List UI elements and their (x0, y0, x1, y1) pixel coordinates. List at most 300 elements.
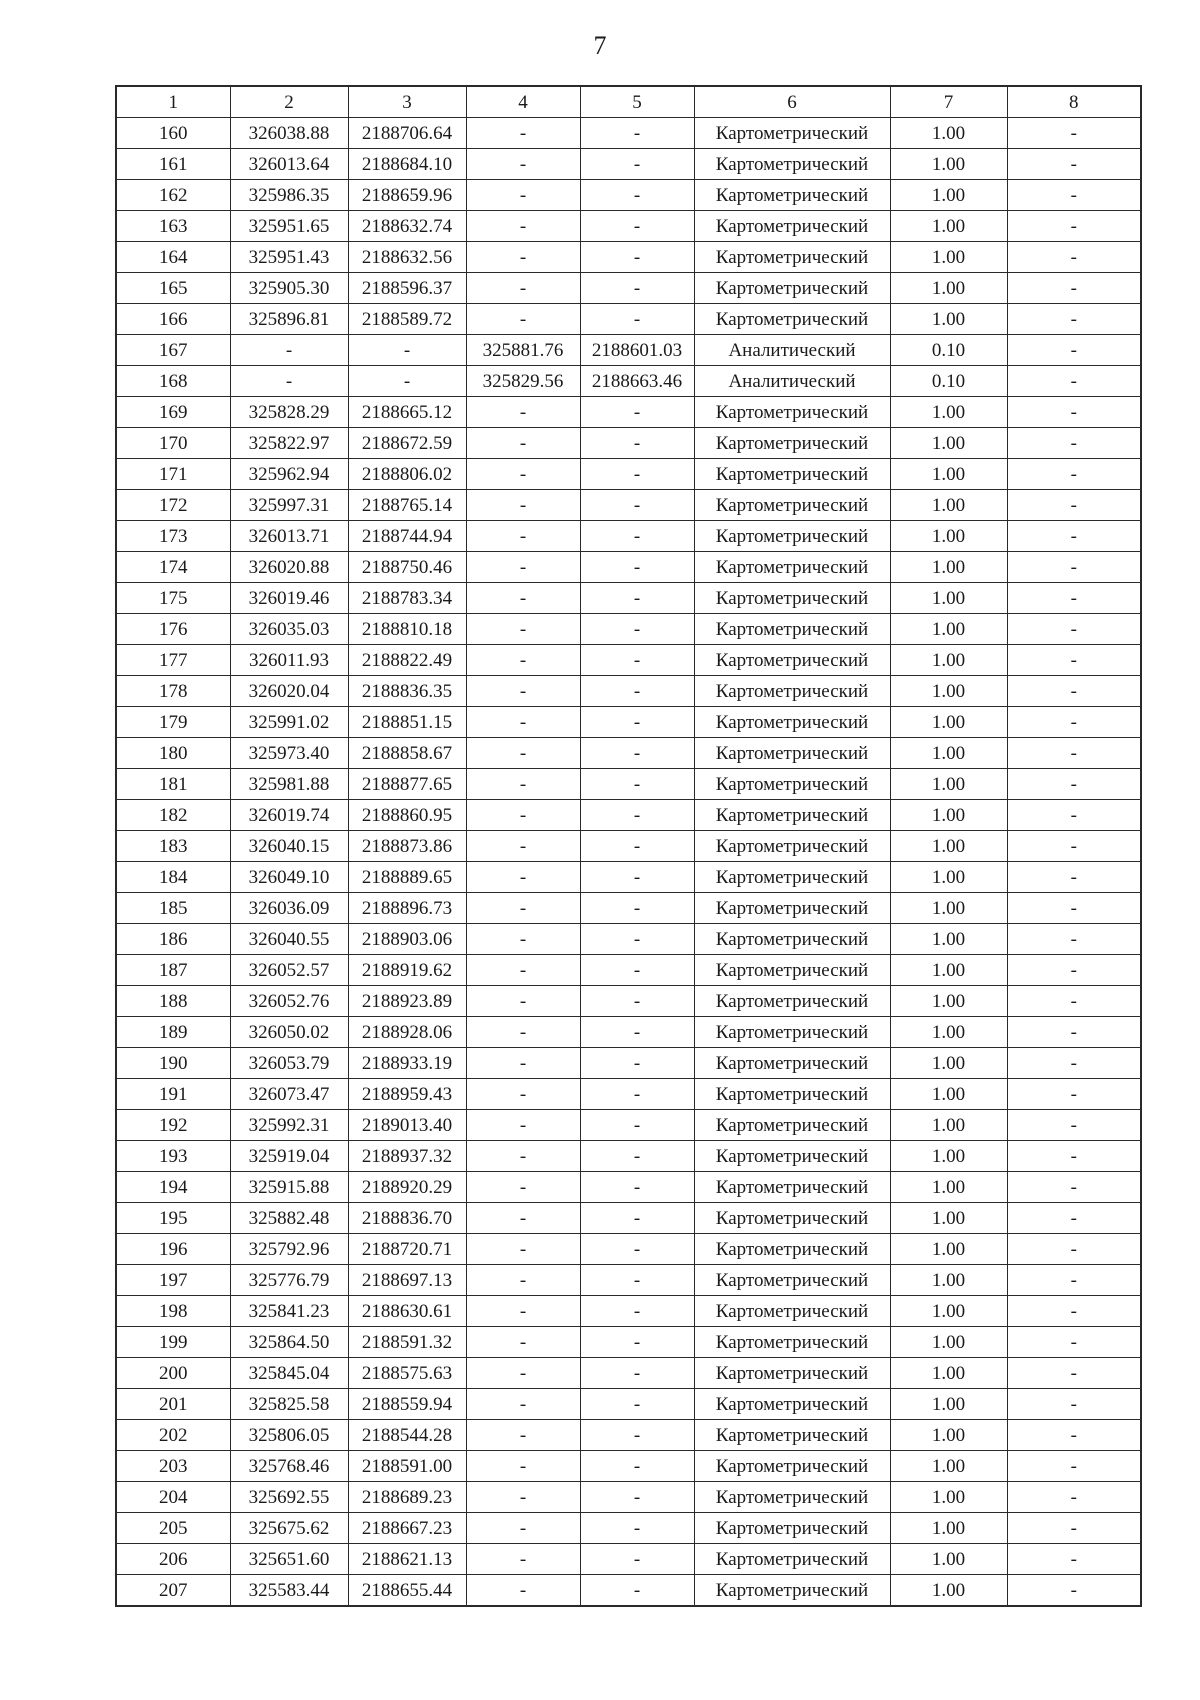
y-new-coordinate-cell: - (580, 428, 694, 459)
accuracy-cell: 1.00 (890, 986, 1007, 1017)
method-cell: Картометрический (694, 149, 890, 180)
y-new-coordinate-cell: 2188601.03 (580, 335, 694, 366)
accuracy-cell: 1.00 (890, 1172, 1007, 1203)
table-row (116, 676, 1141, 707)
y-coordinate-cell: 2188630.61 (348, 1296, 466, 1327)
y-new-coordinate-cell: - (580, 552, 694, 583)
x-coordinate-cell: 325675.62 (230, 1513, 348, 1544)
method-cell: Картометрический (694, 769, 890, 800)
note-cell: - (1007, 1017, 1141, 1048)
x-new-coordinate-cell: - (466, 490, 580, 521)
note-cell: - (1007, 304, 1141, 335)
accuracy-cell: 1.00 (890, 521, 1007, 552)
table-row (116, 738, 1141, 769)
point-number-cell: 163 (116, 211, 230, 242)
y-new-coordinate-cell: - (580, 583, 694, 614)
accuracy-cell: 1.00 (890, 893, 1007, 924)
x-new-coordinate-cell: - (466, 428, 580, 459)
method-cell: Картометрический (694, 1327, 890, 1358)
y-coordinate-cell: 2188873.86 (348, 831, 466, 862)
accuracy-cell: 1.00 (890, 1110, 1007, 1141)
table-row (116, 1513, 1141, 1544)
y-new-coordinate-cell: - (580, 180, 694, 211)
x-coordinate-cell: 325792.96 (230, 1234, 348, 1265)
point-number-cell: 185 (116, 893, 230, 924)
y-coordinate-cell: 2188655.44 (348, 1575, 466, 1607)
method-cell: Картометрический (694, 521, 890, 552)
point-number-cell: 193 (116, 1141, 230, 1172)
y-coordinate-cell: - (348, 335, 466, 366)
accuracy-cell: 1.00 (890, 1544, 1007, 1575)
point-number-cell: 167 (116, 335, 230, 366)
x-new-coordinate-cell: - (466, 645, 580, 676)
x-new-coordinate-cell: - (466, 1172, 580, 1203)
accuracy-cell: 1.00 (890, 1017, 1007, 1048)
x-new-coordinate-cell: - (466, 304, 580, 335)
method-cell: Картометрический (694, 1575, 890, 1607)
note-cell: - (1007, 831, 1141, 862)
note-cell: - (1007, 552, 1141, 583)
point-number-cell: 174 (116, 552, 230, 583)
y-coordinate-cell: 2188858.67 (348, 738, 466, 769)
y-new-coordinate-cell: - (580, 955, 694, 986)
point-number-cell: 183 (116, 831, 230, 862)
point-number-cell: 178 (116, 676, 230, 707)
note-cell: - (1007, 1420, 1141, 1451)
y-coordinate-cell: 2188889.65 (348, 862, 466, 893)
note-cell: - (1007, 800, 1141, 831)
table-row (116, 1358, 1141, 1389)
accuracy-cell: 1.00 (890, 645, 1007, 676)
accuracy-cell: 1.00 (890, 428, 1007, 459)
y-new-coordinate-cell: - (580, 242, 694, 273)
accuracy-cell: 0.10 (890, 366, 1007, 397)
x-coordinate-cell: 325864.50 (230, 1327, 348, 1358)
x-new-coordinate-cell: - (466, 1048, 580, 1079)
table-row (116, 459, 1141, 490)
y-new-coordinate-cell: - (580, 1544, 694, 1575)
y-new-coordinate-cell: 2188663.46 (580, 366, 694, 397)
x-coordinate-cell: - (230, 366, 348, 397)
x-new-coordinate-cell: - (466, 1451, 580, 1482)
note-cell: - (1007, 1327, 1141, 1358)
x-new-coordinate-cell: - (466, 614, 580, 645)
y-new-coordinate-cell: - (580, 459, 694, 490)
table-row (116, 180, 1141, 211)
accuracy-cell: 1.00 (890, 1358, 1007, 1389)
y-coordinate-cell: 2188959.43 (348, 1079, 466, 1110)
x-new-coordinate-cell: - (466, 273, 580, 304)
y-new-coordinate-cell: - (580, 614, 694, 645)
y-new-coordinate-cell: - (580, 1327, 694, 1358)
point-number-cell: 176 (116, 614, 230, 645)
method-cell: Картометрический (694, 1389, 890, 1420)
point-number-cell: 172 (116, 490, 230, 521)
y-coordinate-cell: 2188836.35 (348, 676, 466, 707)
x-coordinate-cell: 326038.88 (230, 118, 348, 149)
accuracy-cell: 1.00 (890, 676, 1007, 707)
y-new-coordinate-cell: - (580, 521, 694, 552)
header-row (116, 86, 1141, 118)
x-coordinate-cell: 325986.35 (230, 180, 348, 211)
y-coordinate-cell: 2189013.40 (348, 1110, 466, 1141)
method-cell: Картометрический (694, 1048, 890, 1079)
y-new-coordinate-cell: - (580, 893, 694, 924)
accuracy-cell: 1.00 (890, 149, 1007, 180)
x-new-coordinate-cell: - (466, 1203, 580, 1234)
y-coordinate-cell: 2188659.96 (348, 180, 466, 211)
point-number-cell: 182 (116, 800, 230, 831)
method-cell: Картометрический (694, 180, 890, 211)
x-new-coordinate-cell: - (466, 1141, 580, 1172)
y-new-coordinate-cell: - (580, 986, 694, 1017)
point-number-cell: 188 (116, 986, 230, 1017)
point-number-cell: 169 (116, 397, 230, 428)
method-cell: Картометрический (694, 118, 890, 149)
table-row (116, 893, 1141, 924)
accuracy-cell: 1.00 (890, 583, 1007, 614)
accuracy-cell: 1.00 (890, 800, 1007, 831)
x-coordinate-cell: 325919.04 (230, 1141, 348, 1172)
point-number-cell: 205 (116, 1513, 230, 1544)
y-new-coordinate-cell: - (580, 211, 694, 242)
note-cell: - (1007, 1203, 1141, 1234)
method-cell: Картометрический (694, 676, 890, 707)
x-new-coordinate-cell: - (466, 211, 580, 242)
method-cell: Картометрический (694, 614, 890, 645)
table-row (116, 831, 1141, 862)
method-cell: Картометрический (694, 1513, 890, 1544)
point-number-cell: 181 (116, 769, 230, 800)
y-new-coordinate-cell: - (580, 1172, 694, 1203)
x-new-coordinate-cell: - (466, 1420, 580, 1451)
method-cell: Картометрический (694, 459, 890, 490)
x-coordinate-cell: 325882.48 (230, 1203, 348, 1234)
x-new-coordinate-cell: 325881.76 (466, 335, 580, 366)
column-header-2: 2 (230, 86, 348, 118)
point-number-cell: 204 (116, 1482, 230, 1513)
point-number-cell: 186 (116, 924, 230, 955)
x-coordinate-cell: 325951.65 (230, 211, 348, 242)
note-cell: - (1007, 1513, 1141, 1544)
x-new-coordinate-cell: - (466, 1327, 580, 1358)
method-cell: Картометрический (694, 986, 890, 1017)
x-coordinate-cell: 325905.30 (230, 273, 348, 304)
accuracy-cell: 1.00 (890, 304, 1007, 335)
method-cell: Картометрический (694, 242, 890, 273)
note-cell: - (1007, 366, 1141, 397)
method-cell: Картометрический (694, 862, 890, 893)
x-new-coordinate-cell: 325829.56 (466, 366, 580, 397)
table-header (116, 86, 1141, 118)
y-new-coordinate-cell: - (580, 862, 694, 893)
y-coordinate-cell: 2188806.02 (348, 459, 466, 490)
table-row (116, 490, 1141, 521)
point-number-cell: 192 (116, 1110, 230, 1141)
table-row (116, 614, 1141, 645)
y-coordinate-cell: 2188689.23 (348, 1482, 466, 1513)
y-new-coordinate-cell: - (580, 118, 694, 149)
point-number-cell: 173 (116, 521, 230, 552)
accuracy-cell: 1.00 (890, 1420, 1007, 1451)
note-cell: - (1007, 242, 1141, 273)
note-cell: - (1007, 676, 1141, 707)
table-row (116, 397, 1141, 428)
y-coordinate-cell: 2188765.14 (348, 490, 466, 521)
note-cell: - (1007, 180, 1141, 211)
accuracy-cell: 1.00 (890, 769, 1007, 800)
method-cell: Картометрический (694, 1079, 890, 1110)
note-cell: - (1007, 645, 1141, 676)
table-row (116, 366, 1141, 397)
note-cell: - (1007, 1451, 1141, 1482)
accuracy-cell: 1.00 (890, 1575, 1007, 1607)
point-number-cell: 162 (116, 180, 230, 211)
accuracy-cell: 1.00 (890, 862, 1007, 893)
table-row (116, 552, 1141, 583)
accuracy-cell: 1.00 (890, 273, 1007, 304)
y-coordinate-cell: 2188836.70 (348, 1203, 466, 1234)
x-new-coordinate-cell: - (466, 924, 580, 955)
accuracy-cell: 1.00 (890, 490, 1007, 521)
note-cell: - (1007, 428, 1141, 459)
accuracy-cell: 0.10 (890, 335, 1007, 366)
y-coordinate-cell: 2188860.95 (348, 800, 466, 831)
note-cell: - (1007, 1265, 1141, 1296)
y-new-coordinate-cell: - (580, 1048, 694, 1079)
note-cell: - (1007, 893, 1141, 924)
table-row (116, 1079, 1141, 1110)
x-coordinate-cell: 326040.15 (230, 831, 348, 862)
y-coordinate-cell: 2188621.13 (348, 1544, 466, 1575)
y-coordinate-cell: 2188750.46 (348, 552, 466, 583)
y-new-coordinate-cell: - (580, 1110, 694, 1141)
y-new-coordinate-cell: - (580, 149, 694, 180)
method-cell: Картометрический (694, 955, 890, 986)
table-row (116, 1389, 1141, 1420)
y-coordinate-cell: 2188851.15 (348, 707, 466, 738)
x-coordinate-cell: 326073.47 (230, 1079, 348, 1110)
table-row (116, 862, 1141, 893)
x-coordinate-cell: 325845.04 (230, 1358, 348, 1389)
y-new-coordinate-cell: - (580, 304, 694, 335)
y-coordinate-cell: 2188632.74 (348, 211, 466, 242)
note-cell: - (1007, 273, 1141, 304)
table-body (116, 118, 1141, 1607)
table-row (116, 1017, 1141, 1048)
method-cell: Картометрический (694, 1451, 890, 1482)
point-number-cell: 190 (116, 1048, 230, 1079)
point-number-cell: 197 (116, 1265, 230, 1296)
method-cell: Картометрический (694, 1234, 890, 1265)
y-coordinate-cell: 2188665.12 (348, 397, 466, 428)
method-cell: Картометрический (694, 428, 890, 459)
accuracy-cell: 1.00 (890, 1141, 1007, 1172)
x-coordinate-cell: 326019.74 (230, 800, 348, 831)
x-new-coordinate-cell: - (466, 242, 580, 273)
y-new-coordinate-cell: - (580, 1358, 694, 1389)
table-row (116, 1482, 1141, 1513)
y-coordinate-cell: 2188591.32 (348, 1327, 466, 1358)
x-new-coordinate-cell: - (466, 1482, 580, 1513)
x-coordinate-cell: 326011.93 (230, 645, 348, 676)
accuracy-cell: 1.00 (890, 1203, 1007, 1234)
point-number-cell: 206 (116, 1544, 230, 1575)
accuracy-cell: 1.00 (890, 211, 1007, 242)
column-header-1: 1 (116, 86, 230, 118)
accuracy-cell: 1.00 (890, 831, 1007, 862)
x-coordinate-cell: 325896.81 (230, 304, 348, 335)
column-header-6: 6 (694, 86, 890, 118)
point-number-cell: 207 (116, 1575, 230, 1607)
y-coordinate-cell: 2188744.94 (348, 521, 466, 552)
point-number-cell: 170 (116, 428, 230, 459)
point-number-cell: 194 (116, 1172, 230, 1203)
x-new-coordinate-cell: - (466, 1079, 580, 1110)
x-coordinate-cell: 325992.31 (230, 1110, 348, 1141)
note-cell: - (1007, 490, 1141, 521)
accuracy-cell: 1.00 (890, 180, 1007, 211)
y-new-coordinate-cell: - (580, 1141, 694, 1172)
method-cell: Картометрический (694, 304, 890, 335)
y-new-coordinate-cell: - (580, 924, 694, 955)
y-new-coordinate-cell: - (580, 738, 694, 769)
note-cell: - (1007, 1358, 1141, 1389)
point-number-cell: 189 (116, 1017, 230, 1048)
x-new-coordinate-cell: - (466, 800, 580, 831)
table-row (116, 118, 1141, 149)
y-coordinate-cell: 2188933.19 (348, 1048, 466, 1079)
x-new-coordinate-cell: - (466, 1296, 580, 1327)
table-row (116, 304, 1141, 335)
x-coordinate-cell: 326035.03 (230, 614, 348, 645)
note-cell: - (1007, 862, 1141, 893)
accuracy-cell: 1.00 (890, 1265, 1007, 1296)
accuracy-cell: 1.00 (890, 1451, 1007, 1482)
table-row (116, 428, 1141, 459)
table-row (116, 1575, 1141, 1607)
point-number-cell: 202 (116, 1420, 230, 1451)
accuracy-cell: 1.00 (890, 614, 1007, 645)
x-coordinate-cell: 326013.71 (230, 521, 348, 552)
method-cell: Картометрический (694, 552, 890, 583)
table-row (116, 1110, 1141, 1141)
y-new-coordinate-cell: - (580, 645, 694, 676)
method-cell: Картометрический (694, 1203, 890, 1234)
table-row (116, 1048, 1141, 1079)
x-coordinate-cell: 325915.88 (230, 1172, 348, 1203)
table-row (116, 986, 1141, 1017)
y-coordinate-cell: 2188903.06 (348, 924, 466, 955)
table-row (116, 335, 1141, 366)
x-coordinate-cell: - (230, 335, 348, 366)
accuracy-cell: 1.00 (890, 242, 1007, 273)
x-new-coordinate-cell: - (466, 676, 580, 707)
x-coordinate-cell: 325692.55 (230, 1482, 348, 1513)
method-cell: Картометрический (694, 490, 890, 521)
point-number-cell: 179 (116, 707, 230, 738)
x-coordinate-cell: 325825.58 (230, 1389, 348, 1420)
note-cell: - (1007, 211, 1141, 242)
accuracy-cell: 1.00 (890, 707, 1007, 738)
x-coordinate-cell: 325981.88 (230, 769, 348, 800)
table-row (116, 1451, 1141, 1482)
coordinates-table (115, 85, 1142, 1607)
accuracy-cell: 1.00 (890, 1327, 1007, 1358)
x-new-coordinate-cell: - (466, 862, 580, 893)
table-row (116, 800, 1141, 831)
y-new-coordinate-cell: - (580, 831, 694, 862)
x-coordinate-cell: 326050.02 (230, 1017, 348, 1048)
y-new-coordinate-cell: - (580, 1203, 694, 1234)
x-new-coordinate-cell: - (466, 149, 580, 180)
point-number-cell: 201 (116, 1389, 230, 1420)
method-cell: Картометрический (694, 273, 890, 304)
x-coordinate-cell: 325973.40 (230, 738, 348, 769)
y-coordinate-cell: 2188589.72 (348, 304, 466, 335)
accuracy-cell: 1.00 (890, 118, 1007, 149)
table-row (116, 1327, 1141, 1358)
y-coordinate-cell: 2188928.06 (348, 1017, 466, 1048)
x-new-coordinate-cell: - (466, 893, 580, 924)
note-cell: - (1007, 738, 1141, 769)
table-row (116, 1296, 1141, 1327)
method-cell: Картометрический (694, 707, 890, 738)
column-header-7: 7 (890, 86, 1007, 118)
point-number-cell: 196 (116, 1234, 230, 1265)
method-cell: Картометрический (694, 738, 890, 769)
note-cell: - (1007, 1110, 1141, 1141)
note-cell: - (1007, 1482, 1141, 1513)
y-new-coordinate-cell: - (580, 1389, 694, 1420)
table-row (116, 1203, 1141, 1234)
method-cell: Картометрический (694, 1358, 890, 1389)
point-number-cell: 171 (116, 459, 230, 490)
note-cell: - (1007, 769, 1141, 800)
point-number-cell: 161 (116, 149, 230, 180)
note-cell: - (1007, 1575, 1141, 1607)
y-new-coordinate-cell: - (580, 1234, 694, 1265)
note-cell: - (1007, 583, 1141, 614)
note-cell: - (1007, 459, 1141, 490)
table-row (116, 521, 1141, 552)
x-new-coordinate-cell: - (466, 583, 580, 614)
x-new-coordinate-cell: - (466, 1513, 580, 1544)
x-new-coordinate-cell: - (466, 831, 580, 862)
accuracy-cell: 1.00 (890, 1482, 1007, 1513)
table-row (116, 955, 1141, 986)
x-new-coordinate-cell: - (466, 459, 580, 490)
table-row (116, 273, 1141, 304)
point-number-cell: 160 (116, 118, 230, 149)
table-row (116, 242, 1141, 273)
x-coordinate-cell: 326052.76 (230, 986, 348, 1017)
note-cell: - (1007, 614, 1141, 645)
point-number-cell: 195 (116, 1203, 230, 1234)
y-coordinate-cell: 2188596.37 (348, 273, 466, 304)
note-cell: - (1007, 521, 1141, 552)
note-cell: - (1007, 1389, 1141, 1420)
x-coordinate-cell: 326036.09 (230, 893, 348, 924)
y-coordinate-cell: 2188937.32 (348, 1141, 466, 1172)
page-number: 7 (593, 31, 607, 60)
x-new-coordinate-cell: - (466, 986, 580, 1017)
y-new-coordinate-cell: - (580, 273, 694, 304)
note-cell: - (1007, 1172, 1141, 1203)
x-coordinate-cell: 326020.04 (230, 676, 348, 707)
point-number-cell: 165 (116, 273, 230, 304)
point-number-cell: 200 (116, 1358, 230, 1389)
